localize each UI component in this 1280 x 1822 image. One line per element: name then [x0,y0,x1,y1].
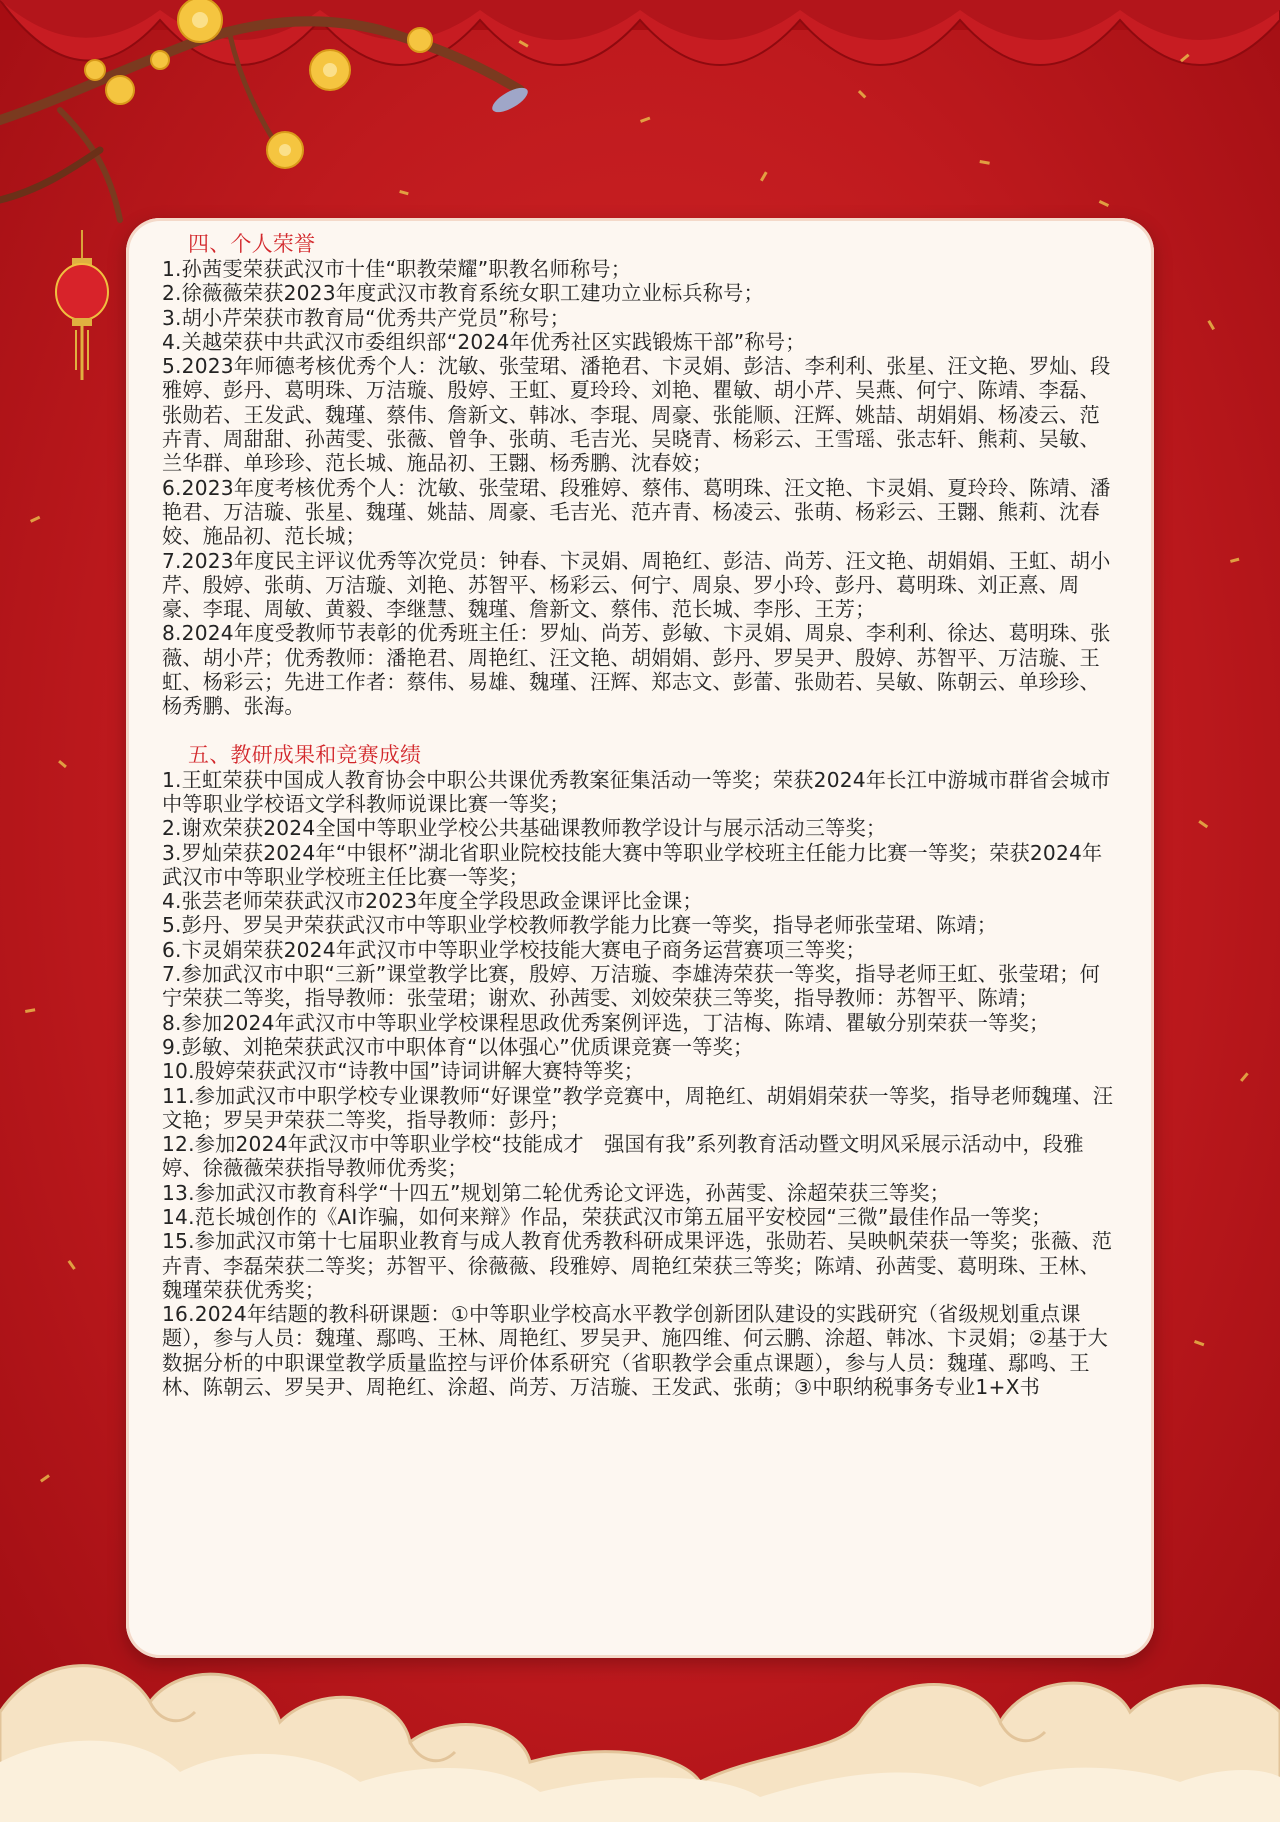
list-item: 1.王虹荣获中国成人教育协会中职公共课优秀教案征集活动一等奖；荣获2024年长江中游城市群省会城市中等职业学校语文学科教师说课比赛一等奖； [162,767,1111,816]
list-item: 3.胡小芹荣获市教育局“优秀共产党员”称号； [162,305,570,330]
list-item: 9.彭敏、刘艳荣获武汉市中职体育“以体强心”优质课竞赛一等奖； [162,1034,754,1059]
research-achievements-list [162,768,1120,1400]
list-item: 13.参加武汉市教育科学“十四五”规划第二轮优秀论文评选，孙茜雯、涂超荣获三等奖； [162,1180,950,1205]
list-item: 2.谢欢荣获2024全国中等职业学校公共基础课教师教学设计与展示活动三等奖； [162,816,887,841]
list-item: 15.参加武汉市第十七届职业教育与成人教育优秀教科研成果评选，张勋若、吴映帆荣获一等奖；张薇、范卉青、李磊荣获二等奖；苏智平、徐薇薇、段雅婷、周艳红荣获三等奖；陈靖、孙茜雯、葛明珠、王林、魏瑾荣获优秀奖； [162,1229,1113,1302]
list-item: 8.2024年度受教师节表彰的优秀班主任：罗灿、尚芳、彭敏、卞灵娟、周泉、李利利、徐达、葛明珠、张薇、胡小芹；优秀教师：潘艳君、周艳红、汪文艳、胡娟娟、彭丹、罗吴尹、殷婷、苏智平、万洁璇、王虹、杨彩云；先进工作者：蔡伟、易雄、魏瑾、汪辉、郑志文、彭蕾、张勋若、吴敏、陈朝云、单珍珍、杨秀鹏、张海。 [162,621,1111,719]
list-item: 5.彭丹、罗吴尹荣获武汉市中等职业学校教师教学能力比赛一等奖，指导老师张莹珺、陈靖； [162,913,998,938]
list-item: 7.参加武汉市中职“三新”课堂教学比赛，殷婷、万洁璇、李雄涛荣获一等奖，指导老师王虹、张莹珺；何宁荣获二等奖，指导教师：张莹珺；谢欢、孙茜雯、刘姣荣获三等奖，指导教师：苏智平、陈靖； [162,962,1101,1011]
list-item: 8.参加2024年武汉市中等职业学校课程思政优秀案例评选，丁洁梅、陈靖、瞿敏分别荣获一等奖； [162,1010,1050,1035]
red-lantern-icon [52,230,112,400]
section-spacer [162,719,1120,743]
list-item: 4.张芸老师荣获武汉市2023年度全学段思政金课评比金课； [162,889,703,914]
list-item: 6.2023年度考核优秀个人：沈敏、张莹珺、段雅婷、蔡伟、葛明珠、汪文艳、卞灵娟、夏玲玲、陈靖、潘艳君、万洁璇、张星、魏瑾、姚喆、周豪、毛吉光、范卉青、杨凌云、张萌、杨彩云、王翾、熊莉、沈春姣、施品初、范长城； [162,475,1111,549]
list-item: 5.2023年师德考核优秀个人：沈敏、张莹珺、潘艳君、卞灵娟、彭洁、李利利、张星、汪文艳、罗灿、段雅婷、彭丹、葛明珠、万洁璇、殷婷、王虹、夏玲玲、刘艳、瞿敏、胡小芹、吴燕、何宁、陈靖、李磊、张勋若、王发武、魏瑾、蔡伟、詹新文、韩冰、李琨、周豪、张能顺、汪辉、姚喆、胡娟娟、杨凌云、范卉青、周甜甜、孙茜雯、张薇、曾争、张萌、毛吉光、吴晓青、杨彩云、王雪瑶、张志轩、熊莉、吴敏、兰华群、单珍珍、范长城、施品初、王翾、杨秀鹏、沈春姣； [162,354,1111,476]
list-item: 2.徐薇薇荣获2023年度武汉市教育系统女职工建功立业标兵称号； [162,281,764,306]
list-item: 4.关越荣获中共武汉市委组织部“2024年优秀社区实践锻炼干部”称号； [162,329,806,354]
list-item: 12.参加2024年武汉市中等职业学校“技能成才 强国有我”系列教育活动暨文明风采展示活动中，段雅婷、徐薇薇荣获指导教师优秀奖； [162,1132,1084,1181]
section-heading-research-achievements: 五、教研成果和竞赛成绩 [188,742,422,767]
list-item: 11.参加武汉市中职学校专业课教师“好课堂”教学竞赛中，周艳红、胡娟娟荣获一等奖，指导老师魏瑾、汪文艳；罗吴尹荣获二等奖，指导教师：彭丹； [162,1083,1114,1132]
list-item: 10.殷婷荣获武汉市“诗教中国”诗词讲解大赛特等奖； [162,1059,645,1084]
content-panel [126,218,1154,1658]
list-item: 7.2023年度民主评议优秀等次党员：钟春、卞灵娟、周艳红、彭洁、尚芳、汪文艳、胡娟娟、王虹、胡小芹、殷婷、张萌、万洁璇、刘艳、苏智平、杨彩云、何宁、周泉、罗小玲、彭丹、葛明珠、刘正熹、周豪、李琨、周敏、黄毅、李继慧、魏瑾、詹新文、蔡伟、范长城、李彤、王芳； [162,548,1111,622]
content-body [162,232,1120,1399]
personal-honors-list [162,257,1120,719]
section-heading-personal-honors: 四、个人荣誉 [188,232,316,256]
list-item: 6.卞灵娟荣获2024年武汉市中等职业学校技能大赛电子商务运营赛项三等奖； [162,937,866,962]
list-item: 1.孙茜雯荣获武汉市十佳“职教荣耀”职教名师称号； [162,257,632,281]
list-item: 14.范长城创作的《AI诈骗，如何来辩》作品，荣获武汉市第五届平安校园“三微”最佳作品一等奖； [162,1204,1052,1229]
list-item: 16.2024年结题的教科研课题：①中等职业学校高水平教学创新团队建设的实践研究（省级规划重点课题），参与人员：魏瑾、鄢鸣、王林、周艳红、罗吴尹、施四维、何云鹏、涂超、韩冰、卞灵娟；②基于大数据分析的中职课堂教学质量监控与评价体系研究（省职教学会重点课题），参与人员：魏瑾、鄢鸣、王林、陈朝云、罗吴尹、周艳红、涂超、尚芳、万洁璇、王发武、张萌；③中职纳税事务专业1+X书 [162,1302,1109,1400]
list-item: 3.罗灿荣获2024年“中银杯”湖北省职业院校技能大赛中等职业学校班主任能力比赛一等奖；荣获2024年武汉市中等职业学校班主任比赛一等奖； [162,840,1103,889]
